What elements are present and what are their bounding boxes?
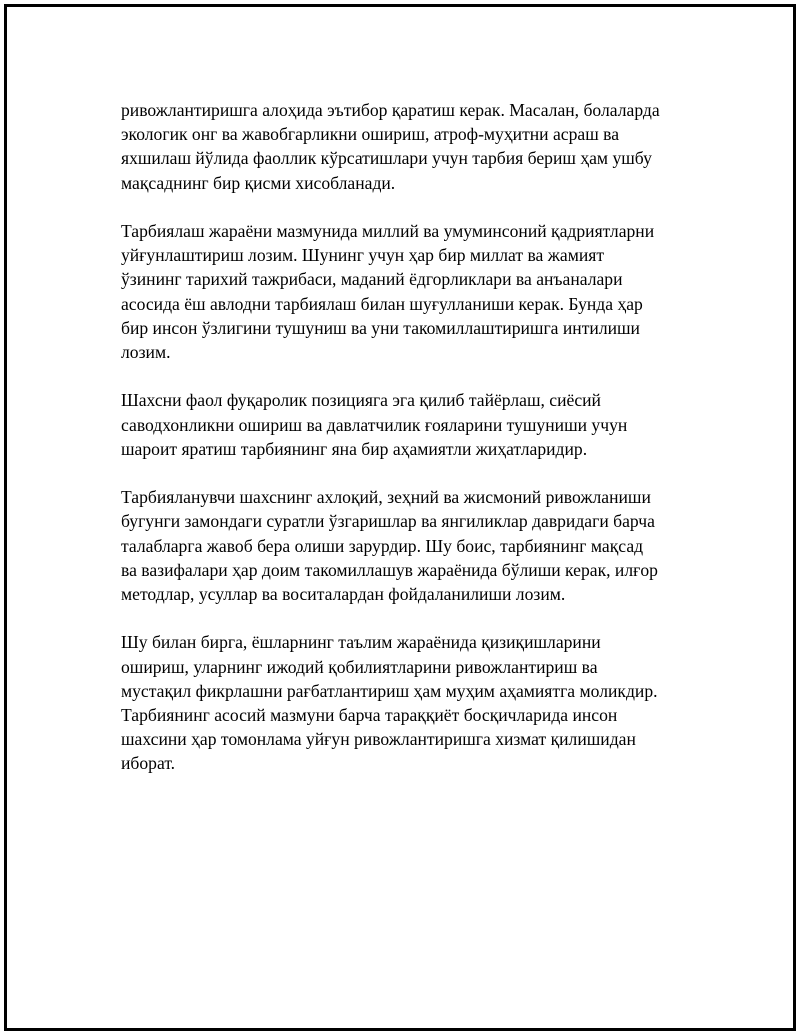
paragraph [121,98,705,195]
text-line: асосида ёш авлодни тарбиялаш билан шуғулланиши керак. Бунда ҳар [121,293,643,314]
text-line: саводхонликни ошириш ва давлатчилик ғояларини тушуниши учун [121,414,628,435]
text-line: лозим. [121,342,171,363]
text-line: ва вазифалари ҳар доим такомиллашув жараёнида бўлиши керак, илғор [121,559,658,580]
text-line: Шу билан бирга, ёшларнинг таълим жараёнида қизиқишларини [121,632,601,653]
document-body [121,98,705,800]
text-line: шароит яратиш тарбиянинг яна бир аҳамиятли жиҳатларидир. [121,438,588,459]
text-line: ривожлантиришга алоҳида эътибор қаратиш керак. Масалан, болаларда [121,100,660,120]
text-line: шахсини ҳар томонлама уйғун ривожлантиришга хизмат қилишидан [121,729,636,750]
text-line: ошириш, уларнинг ижодий қобилиятларини ривожлантириш ва [121,656,598,677]
text-line: Тарбиялаш жараёни мазмунида миллий ва умуминсоний қадриятларни [121,221,655,241]
text-line: талабларга жавоб бера олиши зарурдир. Шу боис, тарбиянинг мақсад [121,535,644,556]
paragraph [121,630,705,775]
text-line: бир инсон ўзлигини тушуниш ва уни такомиллаштиришга интилиши [121,317,640,338]
text-line: бугунги замондаги суратли ўзгаришлар ва янгиликлар давридаги барча [121,511,655,532]
paragraph [121,485,705,606]
text-line: уйғунлаштириш лозим. Шунинг учун ҳар бир миллат ва жамият [121,245,605,266]
text-line: методлар, усуллар ва воситалардан фойдаланилиши лозим. [121,584,566,605]
document-page [4,4,796,1031]
text-line: яхшилаш йўлида фаоллик кўрсатишлари учун тарбия бериш ҳам ушбу [121,148,652,169]
paragraph [121,219,705,364]
text-line: иборат. [121,753,176,774]
text-line: мустақил фикрлашни рағбатлантириш ҳам муҳим аҳамиятга моликдир. [121,680,658,701]
text-line: экологик онг ва жавобгарликни ошириш, атроф-муҳитни асраш ва [121,124,620,145]
paragraph [121,388,705,461]
text-line: Тарбияланувчи шахснинг ахлоқий, зеҳний ва жисмоний ривожланиши [121,487,651,508]
text-line: мақсаднинг бир қисми хисобланади. [121,172,396,193]
text-line: Тарбиянинг асосий мазмуни барча тараққиёт босқичларида инсон [121,705,618,726]
text-line: ўзининг тарихий тажрибаси, маданий ёдгорликлари ва анъаналари [121,269,623,290]
text-line: Шахсни фаол фуқаролик позицияга эга қилиб тайёрлаш, сиёсий [121,390,601,411]
